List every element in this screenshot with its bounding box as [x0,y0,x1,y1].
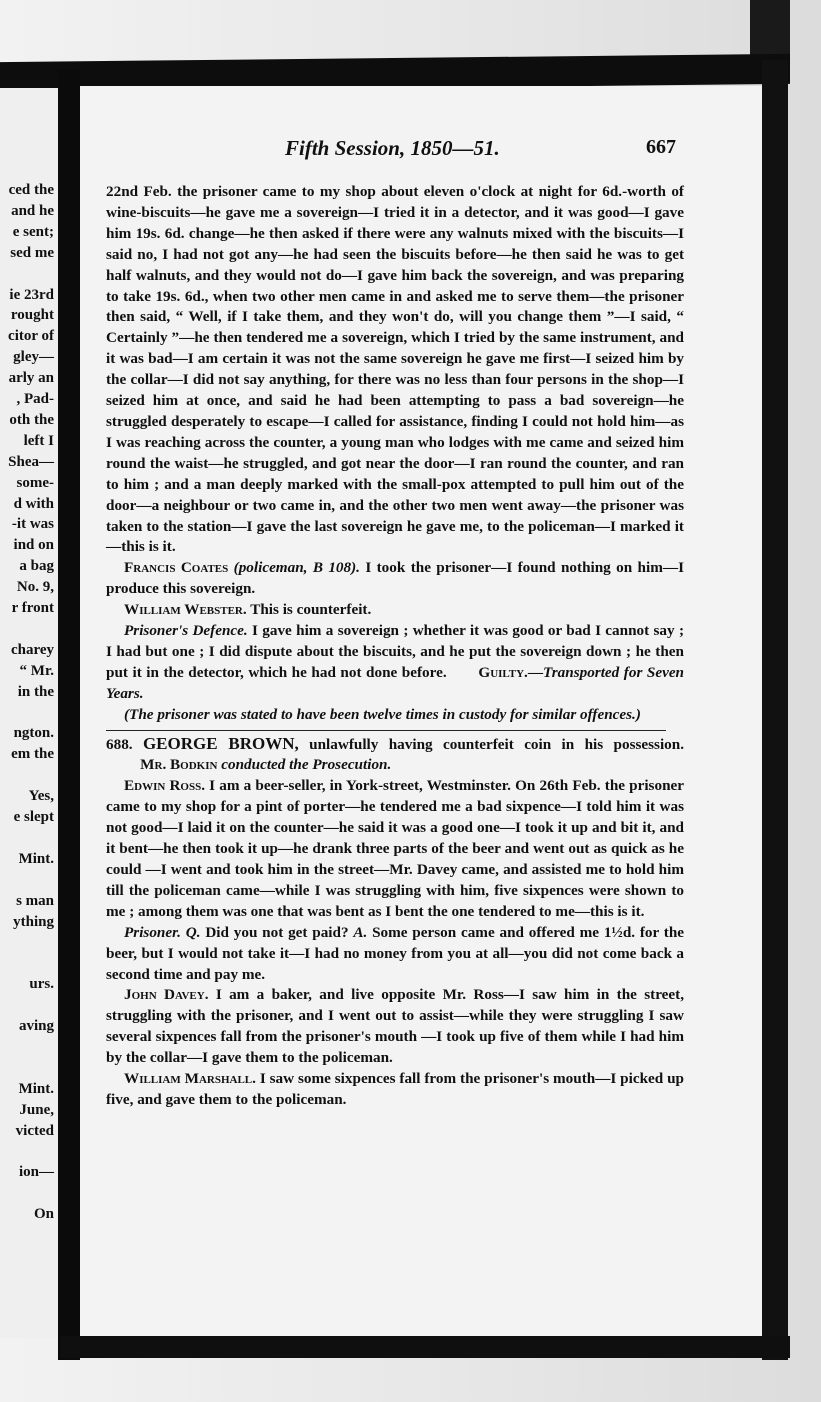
frame-bottom-border [60,1336,790,1358]
left-page-text-fragment: rought [10,307,54,324]
left-page-text-fragment: s man [16,892,54,909]
left-page-text-fragment: d with [13,495,54,512]
left-page-text-fragment: , Pad- [16,391,54,407]
case-number: 688. [106,735,133,753]
left-page-text-fragment: June, [19,1101,54,1118]
answer-text: Some person came and offered me 1½d. for the beer, but I would not take it—I had no money from you at all—you did not come back a second time and pay me. [106,923,685,983]
prisoner-defence [106,621,684,705]
right-page [80,86,762,1336]
left-page-text-fragment: Shea— [8,453,54,470]
left-page-text-fragment: and he [11,202,54,219]
left-page-text-fragment: Mint. [18,1080,54,1097]
frame-left-border [58,70,80,1360]
testimony-text: I am a beer-seller, in York-street, Westminster. On 26th Feb. the prisoner came to my shop for a pint of porter—he tendered me a bad sixpence—I told him it was not good—I laid it on the counter—he said it was a good one—I took it up and bit it, and it bent—he then took it up—he drank three parts of the beer and went out as quick as he could —I went and took him in the street—Mr. Davey came, and assisted me to hold him till the policeman came—while I was struggling with him, five sixpences were shown to me ; among them was one that was bent as I bent the one tendered to me—this is it. [106,777,684,920]
frame-right-border [762,60,788,1360]
left-page-fragment [0,88,58,1338]
left-page-text-fragment: ything [13,913,54,930]
left-page-text-fragment: em the [11,746,54,763]
left-page-text-fragment: left I [23,432,54,449]
defendant-name: GEORGE BROWN, [142,733,299,753]
left-page-text-fragment: ngton. [13,725,54,742]
left-page-text-fragment: gley— [13,349,54,366]
answer-marker: A. [353,923,368,941]
question-marker: Q. [185,923,201,941]
left-page-text-fragment: ie 23rd [9,286,54,303]
left-page-text-fragment: e slept [13,809,54,825]
prosecutor-name: Mr. Bodkin [140,756,218,774]
left-page-text-fragment: some- [16,474,54,491]
left-page-text-fragment: arly an [8,370,54,387]
left-page-text-fragment: aving [18,1018,54,1034]
left-page-text-fragment: ion— [18,1164,54,1181]
testimony-text: I gave him a sovereign ; whether it was good or bad I cannot say ; I had but one ; I did dispute about the biscuits, and he put the sovereign down ; he then put it in the detector, which he had not done before. [106,622,684,681]
testimony-text: I am a baker, and live opposite Mr. Ross—I saw him in the street, struggling with the prisoner, and I went out to assist—while they were struggling I saw several sixpences fall from the prisoner's mouth —I took up five of them while I had him by the collar—I gave them to the policeman. [106,986,684,1067]
left-page-text-fragment: charey [10,641,54,658]
left-page-text-fragment: “ Mr. [19,662,54,679]
running-header: Fifth Session, 1850—51. [285,136,500,160]
left-page-text-fragment: Mint. [18,850,54,867]
speaker-name: William Webster. [124,601,247,619]
custody-note: (The prisoner was stated to have been twelve times in custody for similar offences.) [124,705,641,723]
page-number: 667 [646,136,676,158]
testimony-coates [106,558,684,600]
testimony-text: I saw some sixpences fall from the prisoner's mouth—I picked up five, and gave them to the policeman. [106,1070,685,1108]
left-page-text-fragment: ind on [13,537,54,554]
case-heading [106,734,684,777]
speaker-name: William Marshall. [124,1070,256,1088]
verdict: Guilty.— [478,663,544,681]
speaker-name: Prisoner. [124,923,181,941]
case-charge: unlawfully having counterfeit coin in his possession. [309,735,685,753]
left-page-text-fragment: urs. [29,976,54,993]
speaker-name: John Davey. [124,986,209,1004]
left-page-text-fragment: ced the [8,182,54,198]
sentence: Transported for Seven Years. [106,663,685,702]
left-page-text-fragment: oth the [9,411,54,428]
paragraph: 22nd Feb. the prisoner came to my shop about eleven o'clock at night for 6d.-worth of wine-biscuits—he gave me a sovereign—I tried it in a detector, and it was good—I gave him 19s. 6d. change—he then asked if there were any walnuts mixed with the biscuits—I said no, I had not got any—he had seen the biscuits before—he then said he was to get half walnuts, and they would not do—I gave him back the sovereign, and was preparing to take 19s. 6d., when two other men came in and asked me to serve them—the prisoner then said, “ Well, if I take them, and they won't do, will you change them ”—I said, “ Certainly ”—he then tendered me a sovereign, which I tried by the same instrument, and it was bad—I am certain it was not the same sovereign he gave me first—I seized him by the collar—I did not say anything, for there was no less than four persons in the shop—I seized him at once, and said he had been attempting to pass a bad sovereign—he struggled desperately to escape—I called for assistance, finding I could not hold him—as I was reaching across the counter, a young man who lodges with me came and seized him round the waist—he struggled, and got near the door—I ran round the counter, and ran to him ; and a man deeply marked with the small-pox attempted to pull him out of the door—a neighbour or two came in, and the other two men went away—the prisoner was taken to the station—I gave the last sovereign he gave me, to the policeman—I marked it—this is it. [106,183,684,556]
left-page-text-fragment: a bag [19,558,54,575]
left-page-text-fragment: No. 9, [16,579,54,596]
left-page-text-fragment: On [33,1206,54,1223]
left-page-text-fragment: -it was [11,516,54,533]
prisoner-question [106,923,684,986]
left-page-text-fragment: sed me [10,244,54,261]
left-page-text-fragment: in the [17,683,54,700]
speaker-name: Francis Coates [124,559,229,577]
testimony-davey [106,985,684,1069]
left-page-text-fragment: r front [11,600,54,616]
testimony-marshall [106,1069,684,1111]
prosecution-note: conducted the Prosecution. [221,756,392,774]
left-page-text-fragment: e sent; [12,223,54,240]
page-body [106,182,684,1111]
left-page-text-fragment: citor of [8,328,54,345]
testimony-text: This is counterfeit. [250,601,372,619]
section-divider [106,730,666,731]
testimony-webster [106,600,684,621]
speaker-name: Prisoner's Defence. [124,622,248,640]
speaker-name: Edwin Ross. [124,777,206,795]
left-page-text-fragment: victed [15,1122,54,1139]
testimony-text: I took the prisoner—I found nothing on him—I produce this sovereign. [106,559,684,598]
question-text: Did you not get paid? [205,923,349,941]
speaker-note: (policeman, B 108). [233,559,360,577]
left-page-text-fragment: Yes, [28,788,54,805]
testimony-ross [106,776,684,922]
